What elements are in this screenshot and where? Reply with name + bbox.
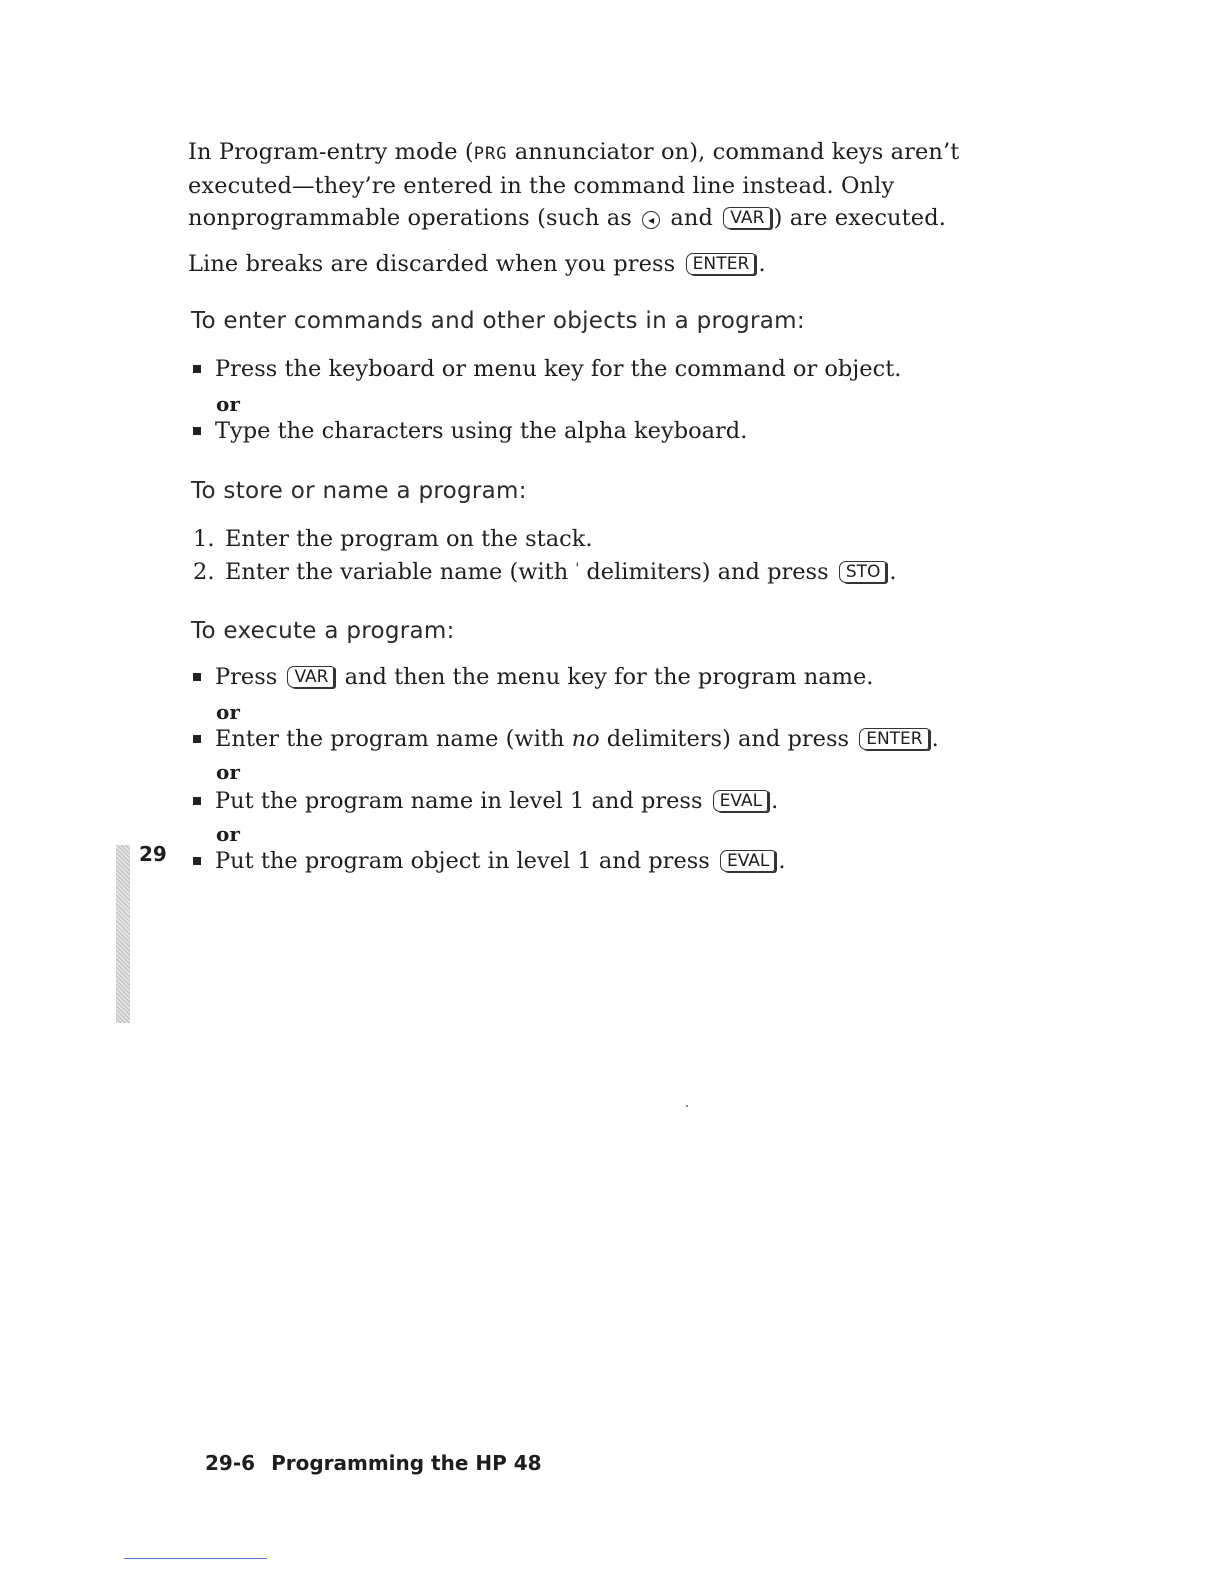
list-item-text: Enter the program name (with <box>215 726 572 752</box>
heading-enter-commands: To enter commands and other objects in a program: <box>191 308 805 334</box>
or-separator: or <box>216 760 240 784</box>
list-item <box>193 724 939 754</box>
bullet-icon <box>193 673 201 681</box>
step-text: Enter the program on the stack. <box>225 526 593 552</box>
heading-store-program: To store or name a program: <box>191 478 527 504</box>
intro-paragraph <box>188 136 978 234</box>
sto-key: STO <box>839 561 887 583</box>
list-item-text: Press <box>215 664 285 690</box>
page-number: 29-6 <box>205 1451 256 1475</box>
list-item <box>193 416 747 446</box>
list-item-text: Type the characters using the alpha keyboard. <box>215 418 748 444</box>
or-separator: or <box>216 822 240 846</box>
step-text: delimiters) and press <box>579 559 836 585</box>
bullet-icon <box>193 427 201 435</box>
enter-key: ENTER <box>686 253 756 275</box>
intro-text: annunciator on), command keys aren’t executed—they’re entered in the command line instead. Only nonprogrammable operations (such as <box>188 139 960 231</box>
list-item-text: Press the keyboard or menu key for the command or object. <box>215 356 902 382</box>
list-item-text: Put the program object in level 1 and press <box>215 848 717 874</box>
delimiter-glyph: ' <box>575 561 580 577</box>
list-item <box>193 846 786 876</box>
list-item <box>193 786 778 816</box>
scan-edge-line <box>124 1558 267 1559</box>
var-key: VAR <box>723 207 770 229</box>
heading-execute-program: To execute a program: <box>191 618 455 644</box>
list-item-text: Put the program name in level 1 and press <box>215 788 710 814</box>
eval-key: EVAL <box>713 790 768 812</box>
step-number: 2. <box>193 559 215 585</box>
left-shift-key-icon: ◂ <box>642 211 660 229</box>
line-breaks-paragraph <box>188 248 978 280</box>
or-separator: or <box>216 392 240 416</box>
line-breaks-text: . <box>758 251 766 277</box>
intro-text: ) are executed. <box>773 205 946 231</box>
chapter-tab-marker <box>116 845 130 1023</box>
list-item-text: . <box>771 788 779 814</box>
intro-text: In Program-entry mode ( <box>188 139 474 165</box>
list-item-text: delimiters) and press <box>599 726 857 752</box>
bullet-icon <box>193 857 201 865</box>
stray-mark <box>686 1105 688 1107</box>
list-item <box>193 354 901 384</box>
enter-key: ENTER <box>859 728 928 750</box>
page-footer <box>205 1451 542 1475</box>
book-title: Programming the HP 48 <box>271 1451 542 1475</box>
prg-annunciator: PRG <box>473 144 508 164</box>
step-text: . <box>889 559 897 585</box>
bullet-icon <box>193 365 201 373</box>
list-item-text: . <box>778 848 786 874</box>
list-item-text: and then the menu key for the program name. <box>337 664 874 690</box>
line-breaks-text: Line breaks are discarded when you press <box>188 251 683 277</box>
step-2 <box>193 554 897 587</box>
or-separator: or <box>216 700 240 724</box>
var-key: VAR <box>287 666 334 688</box>
step-number: 1. <box>193 526 215 552</box>
chapter-number: 29 <box>139 842 167 866</box>
step-1 <box>193 524 593 554</box>
intro-text: and <box>663 205 721 231</box>
eval-key: EVAL <box>720 850 775 872</box>
step-text: Enter the variable name (with <box>225 559 576 585</box>
list-item-text: . <box>931 726 939 752</box>
list-item <box>193 662 873 692</box>
bullet-icon <box>193 797 201 805</box>
emphasis-no: no <box>571 726 600 752</box>
bullet-icon <box>193 735 201 743</box>
